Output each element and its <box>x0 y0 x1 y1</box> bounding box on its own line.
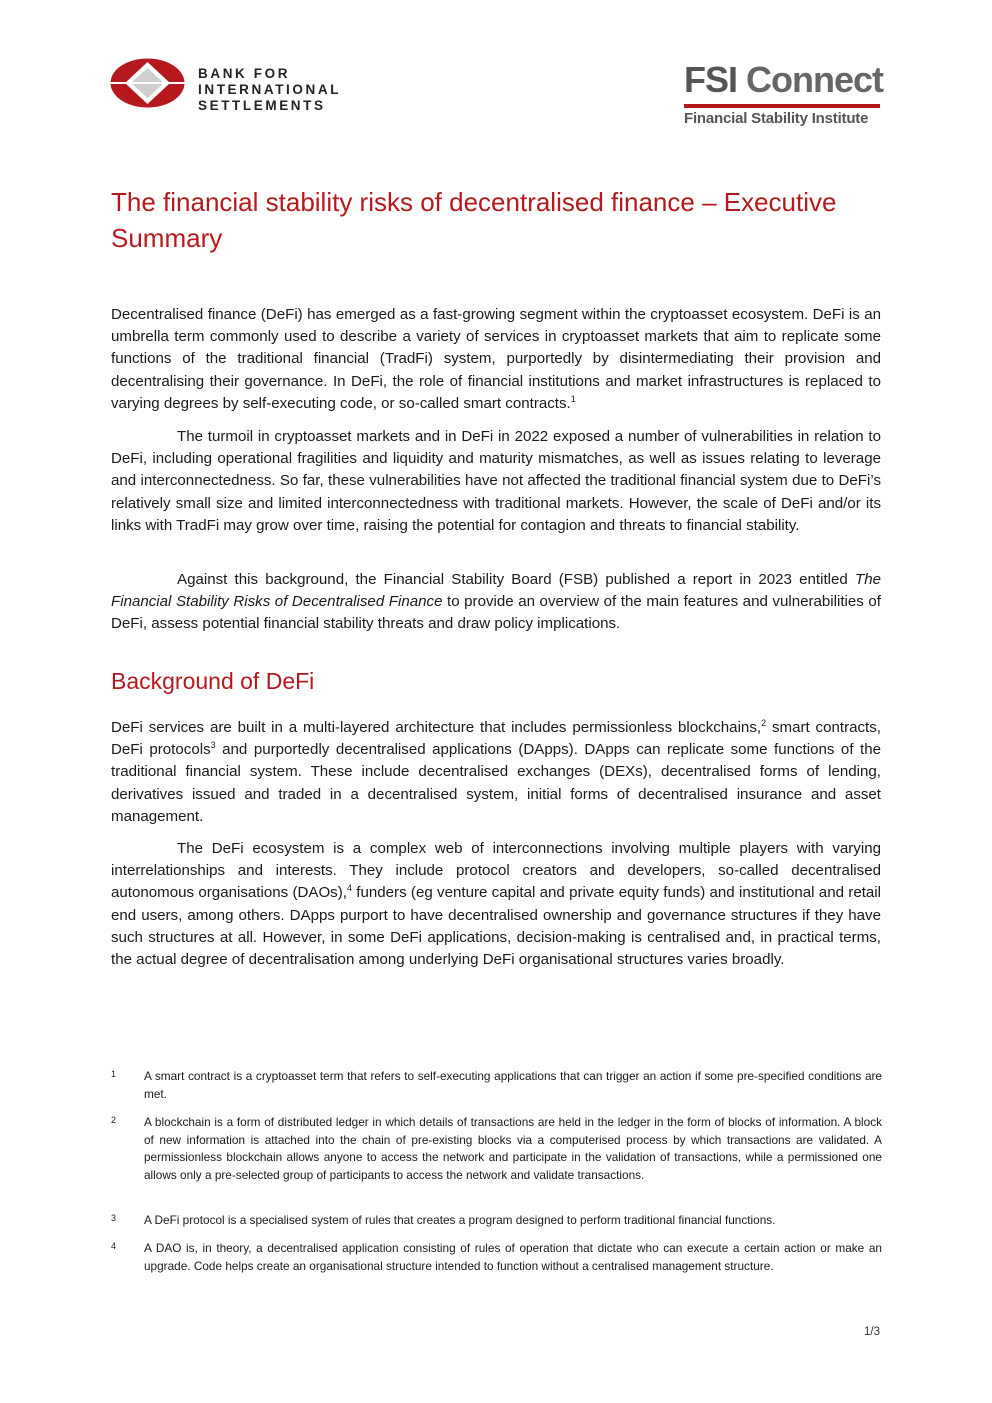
fsi-wordmark-connect: Connect <box>737 59 884 100</box>
intro-paragraph-1 <box>111 304 881 415</box>
footnote-text: A smart contract is a cryptoasset term that refers to self-executing applications that can trigger an action if some pre-specified conditions are met. <box>144 1069 882 1101</box>
fsi-logo-rule <box>684 104 880 108</box>
footnote <box>111 1068 882 1103</box>
background-paragraph-2 <box>111 838 881 971</box>
paragraph-text: DeFi services are built in a multi-layered architecture that includes permissionless blockchains, <box>111 719 762 736</box>
paragraph-text: smart contracts, DeFi protocols <box>111 719 881 759</box>
footnote-ref: 3 <box>210 740 216 751</box>
bis-logo-text <box>198 66 341 114</box>
paragraph-text: to provide an overview of the main features and vulnerabilities of DeFi, assess potential financial stability threats and draw policy implications. <box>111 593 881 633</box>
footnote-ref: 1 <box>570 393 576 404</box>
bis-logo-line: BANK FOR <box>198 66 291 81</box>
document-title: The financial stability risks of decentralised finance – Executive Summary <box>111 187 837 253</box>
bis-logo <box>110 58 350 114</box>
page-number: 1/3 <box>864 1326 880 1338</box>
report-title: The Financial Stability Risks of Decentralised Finance <box>111 571 881 611</box>
paragraph-text: The DeFi ecosystem is a complex web of interconnections involving multiple players with varying interrelationships and interests. They include protocol creators and developers, so-called decentralised autonomous organisations (DAOs), <box>111 840 881 902</box>
footnote-number: 3 <box>111 1213 117 1223</box>
fsi-connect-logo <box>684 59 884 130</box>
footnote-number: 1 <box>111 1069 117 1079</box>
paragraph-text: Against this background, the Financial Stability Board (FSB) published a report in 2023 entitled <box>177 571 855 588</box>
footnote-number: 4 <box>111 1241 117 1251</box>
footnote-text: A blockchain is a form of distributed ledger in which details of transactions are held in the ledger in the form of blocks of information. A block of new information is attached into the chain of pre-existing blocks via a computerised process by which transactions are validated. A permissionless blockchain allows anyone to access the network and participate in the validation of transactions, while a permissioned one allows only a pre-selected group of participants to access the network and validate transactions. <box>144 1115 882 1182</box>
bis-emblem-icon <box>110 58 185 108</box>
intro-paragraph-3 <box>111 569 881 636</box>
bis-logo-line: SETTLEMENTS <box>198 98 326 113</box>
bis-logo-line: INTERNATIONAL <box>198 82 342 97</box>
footnote-ref: 4 <box>346 883 352 894</box>
paragraph-text: and purportedly decentralised applications (DApps). DApps can replicate some functions of the traditional financial system. These include decentralised exchanges (DEXs), decentralised forms of lending, derivatives issued and traded in a decentralised system, initial forms of decentralised insurance and asset management. <box>111 741 881 825</box>
paragraph-text: Decentralised finance (DeFi) has emerged as a fast-growing segment within the cryptoasset ecosystem. DeFi is an umbrella term commonly used to describe a variety of services in cryptoasset markets that aim to replicate some functions of the traditional financial (TradFi) system, purportedly by disintermediating their provision and decentralising their governance. In DeFi, the role of financial institutions and market infrastructures is replaced to varying degrees by self-executing code, or so-called smart contracts. <box>111 306 881 412</box>
footnote-number: 2 <box>111 1115 117 1125</box>
footnote <box>111 1212 882 1230</box>
paragraph-text: funders (eg venture capital and private equity funds) and institutional and retail end users, among others. DApps purport to have decentralised ownership and governance structures if they have such structures at all. However, in some DeFi applications, decision-making is centralised and, in practical terms, the actual degree of decentralisation among underlying DeFi organisational structures varies broadly. <box>111 884 882 969</box>
footnote <box>111 1240 882 1275</box>
fsi-subtitle: Financial Stability Institute <box>684 110 869 127</box>
footnote-text: A DAO is, in theory, a decentralised application consisting of rules of operation that dictate who can execute a certain action or make an upgrade. Code helps create an organisational structure intended to function without a centralised management structure. <box>144 1241 882 1273</box>
background-paragraph-1 <box>111 717 881 828</box>
fsi-connect-wordmark <box>684 60 883 100</box>
section-heading: Background of DeFi <box>111 668 315 694</box>
footnote-ref: 2 <box>761 717 767 728</box>
fsi-wordmark-fsi: FSI <box>684 59 738 100</box>
intro-paragraph-2: The turmoil in cryptoasset markets and in DeFi in 2022 exposed a number of vulnerabilities in relation to DeFi, including operational fragilities and liquidity and maturity mismatches, as well as issues relating to leverage and interconnectedness. So far, these vulnerabilities have not affected the traditional financial system due to DeFi’s relatively small size and limited interconnectedness with traditional markets. However, the scale of DeFi and/or its links with TradFi may grow over time, raising the potential for contagion and threats to financial stability. <box>111 428 881 534</box>
footnote-text: A DeFi protocol is a specialised system of rules that creates a program designed to perform traditional financial functions. <box>144 1213 776 1227</box>
footnote <box>111 1114 882 1184</box>
